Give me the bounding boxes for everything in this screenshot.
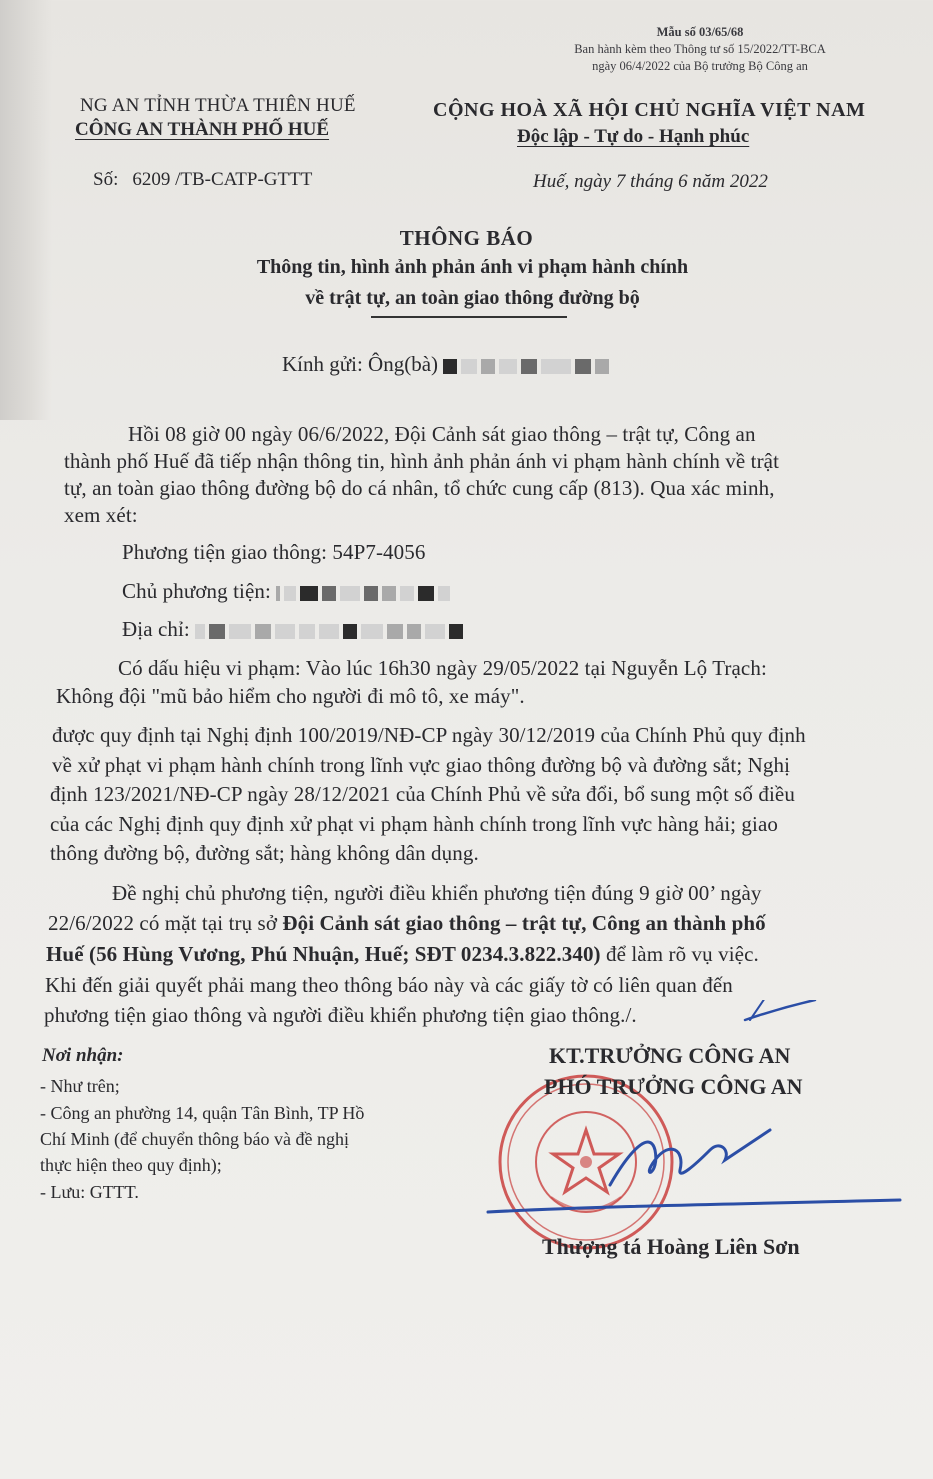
address-line: [122, 616, 467, 643]
doc-number-label: Số:: [93, 169, 119, 190]
recipient-line: [282, 352, 613, 377]
national-title: CỘNG HOÀ XÃ HỘI CHỦ NGHĨA VIỆT NAM: [433, 99, 866, 121]
national-motto: Độc lập - Tự do - Hạnh phúc: [517, 126, 750, 147]
request-line-3: Huế (56 Hùng Vương, Phú Nhuận, Huế; SĐT 0234.3.822.340) để làm rõ vụ việc.: [46, 942, 759, 966]
document-subtitle-2: về trật tự, an toàn giao thông đường bộ: [305, 287, 640, 309]
recipients-line-5: - Lưu: GTTT.: [40, 1182, 139, 1202]
form-code: Mẫu số 03/65/68: [656, 25, 744, 39]
doc-number-value: 6209 /TB-CATP-GTTT: [132, 169, 313, 190]
recipients-line-3: Chí Minh (để chuyển thông báo và đề nghị: [40, 1129, 349, 1149]
form-number-block: [560, 24, 840, 75]
body-paragraph-1-line-3: tự, an toàn giao thông đường bộ do cá nhân, tổ chức cung cấp (813). Qua xác minh,: [64, 476, 775, 500]
agency-parent: NG AN TỈNH THỪA THIÊN HUẾ: [80, 95, 356, 116]
signatory-name: Thượng tá Hoàng Liên Sơn: [542, 1234, 800, 1259]
recipients-line-2: - Công an phường 14, quận Tân Bình, TP Hồ: [40, 1103, 365, 1123]
request-line-4: Khi đến giải quyết phải mang theo thông báo này và các giấy tờ có liên quan đến: [45, 973, 733, 997]
legal-basis-line-2: về xử phạt vi phạm hành chính trong lĩnh vực giao thông đường bộ và đường sắt; Nghị: [52, 753, 791, 777]
request-line-2: 22/6/2022 có mặt tại trụ sở Đội Cảnh sát giao thông – trật tự, Công an thành phố: [48, 911, 766, 935]
page-fold-shadow: [0, 0, 52, 420]
date-line: Huế, ngày 7 tháng 6 năm 2022: [533, 171, 768, 192]
owner-label: Chủ phương tiện:: [122, 579, 271, 603]
document-title: THÔNG BÁO: [399, 226, 534, 250]
request-line-5: phương tiện giao thông và người điều khiển phương tiện giao thông./.: [44, 1003, 637, 1027]
handwritten-signature: [480, 1000, 910, 1240]
agency-name: CÔNG AN THÀNH PHỐ HUẾ: [75, 119, 330, 140]
vehicle-line: Phương tiện giao thông: 54P7-4056: [122, 540, 426, 564]
legal-basis-line-4: của các Nghị định quy định xử phạt vi phạm hành chính trong lĩnh vực hàng hải; giao: [50, 812, 778, 836]
signatory-title-1: KT.TRƯỞNG CÔNG AN: [549, 1043, 791, 1068]
owner-redacted: [276, 579, 454, 603]
office-name: Đội Cảnh sát giao thông – trật tự, Công an thành phố: [282, 911, 766, 935]
body-paragraph-1-line-2: thành phố Huế đã tiếp nhận thông tin, hình ảnh phản ánh vi phạm hành chính về trật: [64, 449, 780, 473]
address-redacted: [195, 617, 467, 641]
request-line-1: Đề nghị chủ phương tiện, người điều khiển phương tiện đúng 9 giờ 00’ ngày: [112, 881, 762, 905]
signatory-title-2: PHÓ TRƯỞNG CÔNG AN: [544, 1074, 803, 1099]
violation-line-1: Có dấu hiệu vi phạm: Vào lúc 16h30 ngày 29/05/2022 tại Nguyễn Lộ Trạch:: [118, 656, 767, 680]
owner-line: [122, 578, 454, 605]
recipients-line-4: thực hiện theo quy định);: [40, 1155, 222, 1175]
document-subtitle-1: Thông tin, hình ảnh phản ánh vi phạm hành chính: [256, 256, 689, 278]
address-label: Địa chỉ:: [122, 617, 190, 641]
document-number: [93, 169, 312, 191]
recipients-heading: Nơi nhận:: [42, 1045, 124, 1066]
form-issuance-line: Ban hành kèm theo Thông tư số 15/2022/TT-BCA: [574, 42, 826, 56]
legal-basis-line-5: thông đường bộ, đường sắt; hàng không dân dụng.: [50, 841, 479, 865]
violation-line-2: Không đội "mũ bảo hiểm cho người đi mô tô, xe máy".: [56, 684, 525, 708]
office-address: Huế (56 Hùng Vương, Phú Nhuận, Huế; SĐT 0234.3.822.340): [46, 942, 601, 966]
recipient-redacted: [443, 352, 613, 376]
recipients-line-1: - Như trên;: [40, 1076, 120, 1096]
legal-basis-line-1: được quy định tại Nghị định 100/2019/NĐ-CP ngày 30/12/2019 của Chính Phủ quy định: [52, 723, 806, 747]
legal-basis-line-3: định 123/2021/NĐ-CP ngày 28/12/2021 của Chính Phủ về sửa đổi, bổ sung một số điều: [50, 782, 795, 806]
recipient-label: Kính gửi: Ông(bà): [282, 352, 439, 376]
title-underline: [371, 316, 567, 318]
form-issuance-date: ngày 06/4/2022 của Bộ trưởng Bộ Công an: [592, 59, 808, 73]
body-paragraph-1-line-1: Hồi 08 giờ 00 ngày 06/6/2022, Đội Cảnh sát giao thông – trật tự, Công an: [128, 422, 756, 446]
body-paragraph-1-line-4: xem xét:: [64, 503, 138, 527]
